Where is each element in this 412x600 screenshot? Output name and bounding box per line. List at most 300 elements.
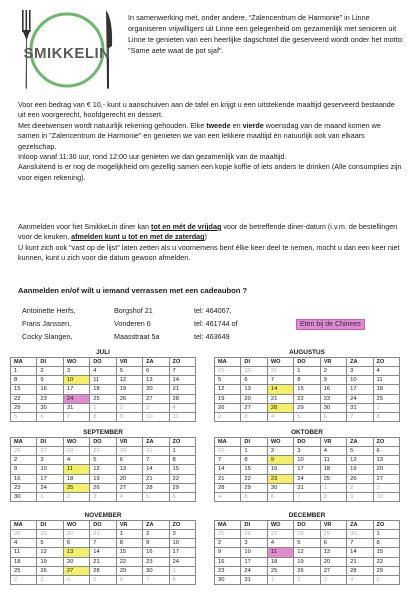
calendar-day: 4: [169, 403, 195, 412]
calendar-day: 26: [294, 566, 320, 575]
weekday-header: DI: [241, 521, 267, 530]
chinese-dinner-badge: Eten bij de Chinees: [296, 319, 365, 330]
calendar-dec: [214, 511, 400, 585]
calendar-day: 18: [373, 385, 399, 394]
calendar-day: 13: [373, 456, 399, 465]
calendar-day: 31: [143, 447, 169, 456]
calendar-day: 28: [11, 530, 37, 539]
calendar-day: 31: [267, 367, 293, 376]
calendar-day: 25: [11, 566, 37, 575]
calendar-day: 8: [241, 456, 267, 465]
calendar-week-row: [215, 539, 400, 548]
calendar-day: 1: [294, 367, 320, 376]
weekday-header: ZO: [169, 438, 195, 447]
calendar-day: 14: [347, 548, 373, 557]
calendar-day: 5: [11, 412, 37, 421]
calendar-week-row: [215, 557, 400, 566]
calendar-day: 5: [90, 575, 116, 584]
calendar-day: 20: [143, 385, 169, 394]
calendar-day: 26: [116, 394, 142, 403]
calendar-day: 16: [215, 557, 241, 566]
chinese-dinner-date: 11: [267, 548, 293, 557]
calendar-day: 8: [373, 412, 399, 421]
smikkelin-date: 11: [63, 465, 89, 474]
calendar-week-row: [215, 385, 400, 394]
calendar-day: 18: [11, 557, 37, 566]
calendar-week-row: [215, 376, 400, 385]
calendar-day: 30: [63, 530, 89, 539]
weekday-header: MA: [215, 438, 241, 447]
calendar-day: 25: [215, 530, 241, 539]
calendar-day: 18: [63, 474, 89, 483]
calendar-day: 10: [143, 412, 169, 421]
calendar-day: 19: [294, 557, 320, 566]
calendar-day: 14: [90, 548, 116, 557]
calendar-day: 3: [347, 367, 373, 376]
calendar-day: 3: [241, 539, 267, 548]
calendar-week-row: [215, 575, 400, 584]
weekday-header: WO: [63, 521, 89, 530]
calendar-day: 29: [169, 483, 195, 492]
calendar-week-row: [11, 465, 196, 474]
calendar-jul: [10, 348, 196, 422]
calendar-day: 21: [90, 557, 116, 566]
calendar-day: 21: [215, 474, 241, 483]
calendar-day: 1: [320, 483, 346, 492]
calendar-day: 19: [116, 385, 142, 394]
calendar-day: 3: [37, 575, 63, 584]
calendar-day: 4: [215, 492, 241, 501]
fixed-list-text: U kunt zich ook "vast op de lijst" laten zetten als u voornemens bent élke keer deel te nemen, mocht u dan een keer niet kunnen, kunt u zich voor die datum gewoon afmelden.: [18, 242, 400, 263]
calendar-week-row: [215, 456, 400, 465]
calendar-day: 15: [169, 465, 195, 474]
weekday-header: ZA: [347, 438, 373, 447]
calendar-week-row: [11, 403, 196, 412]
smikkelin-date: 27: [63, 566, 89, 575]
calendar-day: 31: [241, 575, 267, 584]
calendar-day: 3: [320, 575, 346, 584]
calendar-day: 28: [215, 483, 241, 492]
calendar-day: 6: [373, 447, 399, 456]
calendar-day: 2: [320, 367, 346, 376]
calendar-day: 1: [267, 575, 293, 584]
calendar-day: 28: [347, 566, 373, 575]
calendar-day: 17: [63, 385, 89, 394]
calendar-day: 18: [267, 557, 293, 566]
calendar-day: 11: [90, 376, 116, 385]
calendar-day: 10: [294, 456, 320, 465]
calendar-day: 12: [116, 376, 142, 385]
calendar-day: 18: [320, 465, 346, 474]
calendar-day: 23: [37, 394, 63, 403]
calendar-day: 28: [169, 394, 195, 403]
calendar-day: 17: [241, 557, 267, 566]
calendar-day: 27: [241, 403, 267, 412]
calendar-day: 8: [169, 575, 195, 584]
weekday-header: ZO: [169, 521, 195, 530]
calendar-day: 29: [116, 566, 142, 575]
calendar-week-row: [11, 530, 196, 539]
calendar-day: 4: [347, 575, 373, 584]
calendar-day: 4: [267, 412, 293, 421]
calendar-day: 16: [11, 474, 37, 483]
calendar-day: 7: [63, 412, 89, 421]
weekday-header: MA: [215, 358, 241, 367]
weekday-header: ZA: [143, 521, 169, 530]
calendar-week-row: [11, 394, 196, 403]
chinese-dinner-date: 24: [63, 394, 89, 403]
calendar-day: 26: [90, 483, 116, 492]
weekday-header: WO: [63, 358, 89, 367]
weekday-header: DO: [294, 521, 320, 530]
calendar-day: 18: [90, 385, 116, 394]
calendar-day: 10: [347, 376, 373, 385]
calendar-day: 5: [241, 492, 267, 501]
intro-text: In samenwerking met, onder andere, “Zalencentrum de Harmonie” in Linne organiseren vrijwilligers uit Linne een gelegenheid om gezamenlijk met senioren uit Linne te genieten van een heerlijke dagschotel die geserveerd wordt onder het motto: "Same aete waat de pot sjaf".: [128, 13, 404, 55]
calendar-day: 2: [347, 483, 373, 492]
calendar-week-row: [11, 376, 196, 385]
weekday-header: DI: [37, 358, 63, 367]
calendar-week-row: [215, 394, 400, 403]
calendar-day: 12: [294, 548, 320, 557]
calendar-day: 6: [143, 367, 169, 376]
calendar-day: 30: [267, 483, 293, 492]
weekday-header: ZO: [373, 358, 399, 367]
calendar-day: 13: [241, 385, 267, 394]
calendar-day: 21: [267, 394, 293, 403]
calendar-day: 5: [143, 492, 169, 501]
calendar-week-row: [11, 557, 196, 566]
calendar-title: AUGUSTUS: [289, 349, 325, 356]
smikkelin-date: 13: [63, 548, 89, 557]
calendar-day: 3: [37, 456, 63, 465]
calendar-day: 1: [37, 492, 63, 501]
calendar-day: 25: [320, 474, 346, 483]
calendar-day: 20: [373, 465, 399, 474]
weekday-header: VR: [320, 358, 346, 367]
calendar-day: 8: [11, 376, 37, 385]
calendar-day: 8: [294, 376, 320, 385]
calendar-day: 6: [267, 492, 293, 501]
calendar-day: 21: [347, 557, 373, 566]
calendar-day: 29: [215, 367, 241, 376]
calendar-day: 30: [215, 575, 241, 584]
calendar-day: 22: [241, 474, 267, 483]
calendar-day: 5: [37, 539, 63, 548]
smikkelin-date: 25: [63, 483, 89, 492]
calendar-day: 28: [63, 447, 89, 456]
calendar-day: 31: [90, 530, 116, 539]
calendar-day: 20: [63, 557, 89, 566]
calendar-day: 30: [347, 530, 373, 539]
weekday-header: ZO: [373, 521, 399, 530]
calendar-day: 9: [143, 539, 169, 548]
calendar-day: 19: [90, 474, 116, 483]
calendar-day: 24: [347, 394, 373, 403]
calendar-day: 12: [37, 548, 63, 557]
calendar-day: 10: [169, 539, 195, 548]
calendar-day: 19: [215, 394, 241, 403]
calendar-day: 27: [37, 447, 63, 456]
calendar-day: 27: [320, 566, 346, 575]
info-paragraph: [18, 100, 402, 183]
calendar-day: 17: [37, 474, 63, 483]
calendar-day: 22: [11, 394, 37, 403]
calendar-day: 3: [63, 367, 89, 376]
calendar-week-row: [215, 367, 400, 376]
calendar-day: 8: [320, 492, 346, 501]
calendar-day: 19: [37, 557, 63, 566]
calendar-day: 2: [267, 447, 293, 456]
weekday-header: VR: [116, 521, 142, 530]
calendar-day: 2: [11, 456, 37, 465]
vierde-word: vierde: [242, 120, 264, 130]
calendar-day: 1: [116, 530, 142, 539]
weekday-header: WO: [267, 358, 293, 367]
calendar-day: 7: [294, 492, 320, 501]
calendar-day: 29: [320, 530, 346, 539]
weekday-header: DI: [37, 438, 63, 447]
calendar-day: 9: [11, 465, 37, 474]
weekday-header: ZO: [373, 438, 399, 447]
registration-paragraph: [18, 222, 402, 264]
calendar-grid: [214, 357, 400, 422]
calendar-day: 21: [143, 474, 169, 483]
weekday-header: WO: [267, 521, 293, 530]
calendar-day: 12: [215, 385, 241, 394]
calendar-day: 26: [37, 566, 63, 575]
calendar-day: 9: [116, 412, 142, 421]
calendar-day: 25: [373, 394, 399, 403]
calendar-week-row: [11, 385, 196, 394]
calendar-day: 27: [116, 483, 142, 492]
calendar-day: 28: [294, 530, 320, 539]
calendar-day: 6: [37, 412, 63, 421]
calendar-title: JULI: [96, 349, 110, 356]
schedule-text: Met dieetwensen wordt natuurlijk rekening gehouden. Elke tweede en vierde woensdag van de maand komen we samen in "Zalencentrum de Harmonie" en genieten we van een lekkere maaltijd én natuurlijk ook van elkaars gezelschap.: [18, 120, 381, 151]
calendar-day: 10: [241, 548, 267, 557]
calendar-day: 7: [90, 539, 116, 548]
calendar-day: 12: [90, 465, 116, 474]
calendar-day: 3: [241, 412, 267, 421]
calendar-day: 6: [169, 492, 195, 501]
calendar-day: 3: [143, 403, 169, 412]
calendar-week-row: [11, 456, 196, 465]
weekday-header: ZA: [143, 438, 169, 447]
calendar-week-row: [215, 412, 400, 421]
calendar-day: 6: [320, 412, 346, 421]
calendar-day: 5: [294, 412, 320, 421]
calendar-day: 31: [347, 403, 373, 412]
calendar-week-row: [11, 412, 196, 421]
calendar-day: 4: [116, 492, 142, 501]
calendar-title: OKTOBER: [291, 429, 323, 436]
calendar-day: 2: [63, 492, 89, 501]
calendar-nov: [10, 511, 196, 585]
calendar-day: 5: [347, 447, 373, 456]
smikkelin-date: 23: [267, 474, 293, 483]
smikkelin-date: 9: [267, 456, 293, 465]
calendar-day: 5: [116, 367, 142, 376]
calendar-week-row: [11, 566, 196, 575]
calendar-day: 14: [215, 465, 241, 474]
calendar-day: 7: [267, 376, 293, 385]
calendar-day: 29: [90, 447, 116, 456]
calendar-day: 13: [320, 548, 346, 557]
calendar-day: 1: [373, 403, 399, 412]
calendar-week-row: [215, 492, 400, 501]
calendar-day: 29: [37, 530, 63, 539]
calendar-day: 2: [215, 539, 241, 548]
calendar-day: 26: [11, 447, 37, 456]
calendar-day: 21: [169, 385, 195, 394]
deadline-registration: tot en mét de vrijdag: [151, 222, 222, 231]
calendar-day: 29: [11, 403, 37, 412]
calendar-week-row: [11, 492, 196, 501]
calendar-day: 1: [373, 530, 399, 539]
calendar-day: 20: [241, 394, 267, 403]
calendar-day: 30: [11, 492, 37, 501]
calendar-grid: [214, 520, 400, 585]
calendar-week-row: [215, 403, 400, 412]
calendar-day: 6: [241, 376, 267, 385]
calendar-week-row: [11, 447, 196, 456]
calendar-day: 27: [143, 394, 169, 403]
calendar-day: 24: [37, 483, 63, 492]
calendar-week-row: [215, 483, 400, 492]
calendar-day: 24: [241, 566, 267, 575]
calendar-day: 6: [116, 575, 142, 584]
calendar-day: 6: [320, 539, 346, 548]
calendar-week-row: [11, 474, 196, 483]
calendar-day: 15: [373, 548, 399, 557]
calendar-day: 9: [320, 376, 346, 385]
weekday-header: ZA: [143, 358, 169, 367]
calendar-day: 1: [241, 447, 267, 456]
calendar-day: 4: [63, 575, 89, 584]
calendar-title: SEPTEMBER: [83, 429, 123, 436]
weekday-header: MA: [215, 521, 241, 530]
calendar-day: 15: [11, 385, 37, 394]
calendar-day: 3: [169, 530, 195, 539]
calendar-day: 14: [143, 465, 169, 474]
calendar-day: 9: [347, 492, 373, 501]
calendar-day: 17: [294, 465, 320, 474]
logo-text: SMIKKELIN: [23, 45, 111, 62]
smikkelin-date: 14: [267, 385, 293, 394]
calendar-day: 30: [143, 566, 169, 575]
calendar-day: 3: [90, 492, 116, 501]
calendar-day: 26: [215, 403, 241, 412]
coffee-text: Aansluitend is er nog de mogelijkheid om gezellig samen een kopje koffie of iets anders te drinken (Alle consumpties zijn voor eigen rekening).: [18, 162, 402, 182]
calendar-day: 5: [215, 376, 241, 385]
calendar-day: 22: [116, 557, 142, 566]
calendar-day: 27: [267, 530, 293, 539]
calendar-day: 30: [116, 447, 142, 456]
calendar-week-row: [215, 474, 400, 483]
weekday-header: ZA: [347, 521, 373, 530]
calendar-day: 23: [11, 483, 37, 492]
calendar-day: 11: [373, 376, 399, 385]
calendar-day: 29: [373, 566, 399, 575]
smikkelin-logo: [14, 6, 120, 94]
cta-heading: Aanmelden en/of wilt u iemand verrassen met een cadeaubon ?: [18, 286, 248, 295]
weekday-header: WO: [63, 438, 89, 447]
calendar-day: 23: [215, 566, 241, 575]
weekday-header: MA: [11, 358, 37, 367]
calendar-day: 7: [169, 367, 195, 376]
calendar-day: 12: [347, 456, 373, 465]
calendar-day: 1: [169, 566, 195, 575]
calendar-day: 4: [373, 367, 399, 376]
calendar-day: 27: [373, 474, 399, 483]
calendar-day: 4: [11, 539, 37, 548]
calendar-day: 2: [37, 367, 63, 376]
calendar-day: 5: [90, 456, 116, 465]
calendar-day: 6: [63, 539, 89, 548]
weekday-header: DI: [241, 438, 267, 447]
calendar-day: 7: [347, 412, 373, 421]
calendar-day: 30: [241, 367, 267, 376]
time-text: Inloop vanaf 11:30 uur, rond 12:00 uur genieten we dan gezamenlijk van de maaltijd.: [18, 152, 287, 162]
calendar-day: 16: [37, 385, 63, 394]
calendar-day: 10: [373, 492, 399, 501]
calendar-day: 30: [320, 403, 346, 412]
calendar-day: 2: [294, 575, 320, 584]
calendar-day: 22: [373, 557, 399, 566]
calendar-week-row: [11, 483, 196, 492]
calendar-week-row: [215, 566, 400, 575]
calendar-day: 5: [373, 575, 399, 584]
weekday-header: DO: [294, 438, 320, 447]
calendar-day: 16: [267, 465, 293, 474]
calendar-day: 13: [143, 376, 169, 385]
calendar-day: 15: [294, 385, 320, 394]
calendar-day: 4: [267, 539, 293, 548]
calendar-day: 28: [143, 483, 169, 492]
smikkelin-date: 10: [63, 376, 89, 385]
calendar-day: 23: [320, 394, 346, 403]
registration-text: Aanmelden voor het SmikkeLin diner kan tot en mét de vrijdag voor de betreffende diner-datum (i.v.m. de bestellingen voor de keuken, afmelden kunt u tot en met de zaterdag): [18, 222, 398, 242]
calendar-day: 5: [294, 539, 320, 548]
calendar-day: 3: [373, 483, 399, 492]
calendar-week-row: [11, 548, 196, 557]
calendar-day: 8: [169, 456, 195, 465]
calendar-aug: [214, 348, 400, 422]
calendar-day: 11: [11, 548, 37, 557]
weekday-header: ZO: [169, 358, 195, 367]
calendar-grid: [10, 357, 196, 422]
weekday-header: MA: [11, 521, 37, 530]
calendar-day: 14: [169, 376, 195, 385]
calendar-week-row: [11, 575, 196, 584]
calendar-day: 8: [116, 539, 142, 548]
calendar-day: 19: [347, 465, 373, 474]
calendar-day: 9: [37, 376, 63, 385]
calendar-week-row: [11, 539, 196, 548]
calendar-oct: [214, 428, 400, 502]
calendar-day: 1: [169, 447, 195, 456]
calendar-day: 4: [90, 367, 116, 376]
calendar-day: 4: [320, 447, 346, 456]
calendar-day: 2: [116, 403, 142, 412]
weekday-header: MA: [11, 438, 37, 447]
calendar-day: 24: [294, 474, 320, 483]
calendar-grid: [10, 520, 196, 585]
calendar-day: 20: [116, 474, 142, 483]
calendar-title: NOVEMBER: [84, 512, 122, 519]
calendar-day: 8: [373, 539, 399, 548]
